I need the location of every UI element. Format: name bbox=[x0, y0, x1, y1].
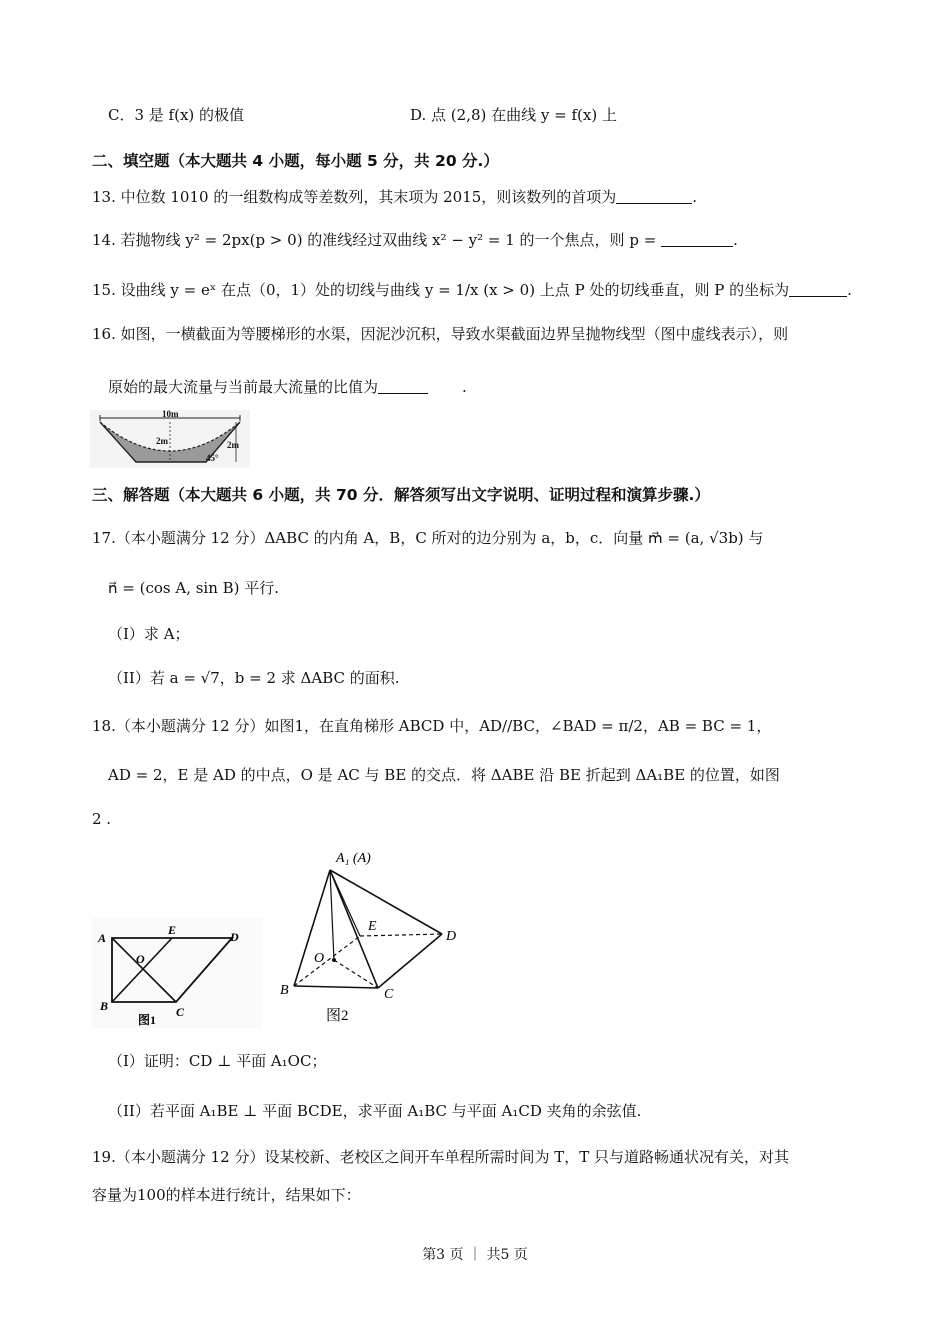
question-16-line2 bbox=[108, 376, 467, 398]
figure-2 bbox=[274, 842, 474, 1028]
q13-blank bbox=[616, 188, 692, 204]
section2-heading: 二、填空题（本大题共 4 小题，每小题 5 分，共 20 分.） bbox=[92, 152, 499, 170]
canal-figure bbox=[90, 410, 250, 468]
q15-text: 15. 设曲线 y = eˣ 在点（0，1）处的切线与曲线 y = 1/x (x > 0) 上点 P 处的切线垂直，则 P 的坐标为 bbox=[92, 281, 790, 299]
fig2-label-b: B bbox=[280, 983, 289, 998]
question-18-line1: 18.（本小题满分 12 分）如图1，在直角梯形 ABCD 中，AD//BC，∠BAD = π/2，AB = BC = 1， bbox=[92, 717, 772, 735]
q15-period: . bbox=[847, 281, 852, 299]
option-c: C．3 是 f(x) 的极值 bbox=[108, 106, 245, 124]
question-19-line2: 容量为100的样本进行统计，结果如下： bbox=[92, 1186, 361, 1204]
question-16-line1: 16. 如图，一横截面为等腰梯形的水渠，因泥沙沉积，导致水渠截面边界呈抛物线型（图中虚线表示），则 bbox=[92, 325, 789, 343]
q14-period: . bbox=[733, 231, 738, 249]
canal-angle-label: 45° bbox=[206, 453, 219, 463]
fig1-label-a: A bbox=[98, 931, 107, 945]
fig2-caption: 图2 bbox=[326, 1008, 349, 1024]
fig1-caption: 图1 bbox=[138, 1013, 157, 1027]
q13-period: . bbox=[692, 188, 698, 206]
question-18-part1: （I）证明：CD ⊥ 平面 A₁OC； bbox=[108, 1052, 327, 1070]
fig1-label-d: D bbox=[230, 930, 239, 944]
option-d: D. 点 (2,8) 在曲线 y = f(x) 上 bbox=[410, 106, 617, 124]
q14-blank bbox=[661, 231, 733, 247]
section3-heading: 三、解答题（本大题共 6 小题，共 70 分．解答须写出文字说明、证明过程和演算步骤.） bbox=[92, 486, 710, 504]
question-19-line1: 19.（本小题满分 12 分）设某校新、老校区之间开车单程所需时间为 T，T 只与道路畅通状况有关，对其 bbox=[92, 1148, 790, 1166]
fig1-label-c: C bbox=[176, 1005, 185, 1019]
canal-depth-label-right: 2m bbox=[227, 440, 239, 450]
question-17-line2: n⃗ = (cos A, sin B) 平行. bbox=[108, 579, 280, 597]
question-17-part1: （I）求 A； bbox=[108, 625, 190, 643]
question-13 bbox=[92, 186, 697, 208]
question-18-line2: AD = 2，E 是 AD 的中点，O 是 AC 与 BE 的交点．将 ΔABE 沿 BE 折起到 ΔA₁BE 的位置，如图 bbox=[108, 766, 780, 784]
fig1-label-b: B bbox=[100, 999, 109, 1013]
q14-text: 14. 若抛物线 y² = 2px(p > 0) 的准线经过双曲线 x² − y² = 1 的一个焦点，则 p = bbox=[92, 231, 657, 249]
question-14 bbox=[92, 229, 738, 251]
fig2-label-e: E bbox=[368, 919, 377, 934]
q16-period: . bbox=[462, 378, 467, 396]
q16-blank bbox=[378, 378, 428, 394]
q15-blank bbox=[789, 281, 847, 297]
question-17-part2: （II）若 a = √7，b = 2 求 ΔABC 的面积. bbox=[108, 669, 400, 687]
figure-1 bbox=[92, 918, 262, 1028]
page-footer: 第3 页 ｜ 共5 页 bbox=[422, 1247, 528, 1263]
q16-text: 原始的最大流量与当前最大流量的比值为 bbox=[108, 378, 379, 396]
fig2-label-c: C bbox=[384, 987, 394, 1002]
question-18-part2: （II）若平面 A₁BE ⊥ 平面 BCDE，求平面 A₁BC 与平面 A₁CD 夹角的余弦值. bbox=[108, 1102, 642, 1120]
fig1-label-e: E bbox=[168, 923, 177, 937]
q13-text: 13. 中位数 1010 的一组数构成等差数列，其末项为 2015，则该数列的首项为 bbox=[92, 188, 617, 206]
question-15 bbox=[92, 279, 852, 301]
canal-width-label: 10m bbox=[162, 410, 179, 419]
fig1-label-o: O bbox=[136, 952, 145, 966]
fig2-label-d: D bbox=[446, 929, 457, 944]
fig2-label-a1: A₁ (A) bbox=[336, 851, 371, 866]
question-17-line1: 17.（本小题满分 12 分）ΔABC 的内角 A，B，C 所对的边分别为 a，b，c．向量 m⃗ = (a, √3b) 与 bbox=[92, 529, 764, 547]
canal-depth-label: 2m bbox=[156, 436, 168, 446]
fig2-label-o: O bbox=[314, 951, 325, 966]
question-18-line3: 2 . bbox=[92, 810, 112, 828]
